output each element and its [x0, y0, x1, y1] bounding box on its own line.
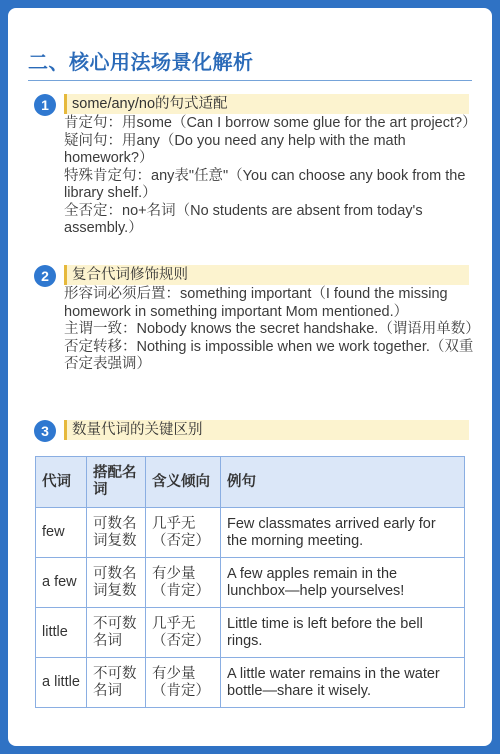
pronoun-comparison-table: [35, 456, 465, 708]
body-line: 特殊肯定句：any表"任意"（You can choose any book from the library shelf.）: [64, 167, 466, 201]
table-cell: Few classmates arrived early for the morning meeting.: [221, 508, 465, 558]
body-line: 否定转移：Nothing is impossible when we work together.（双重否定表强调）: [64, 338, 474, 372]
table-cell: 不可数名词: [87, 658, 146, 708]
title-divider: [28, 80, 472, 81]
table-cell: 不可数名词: [87, 608, 146, 658]
body-line: 主谓一致：Nobody knows the secret handshake.（谓语用单数）: [64, 321, 480, 337]
table-row: [36, 558, 465, 608]
section-heading: some/any/no的句式适配: [64, 94, 469, 114]
section-number-badge: 3: [34, 420, 56, 442]
table-cell: 有少量（肯定）: [146, 658, 221, 708]
table-cell: few: [36, 508, 87, 558]
table-cell: a few: [36, 558, 87, 608]
table-header-row: [36, 457, 465, 508]
column-header: 含义倾向: [146, 457, 221, 508]
section-number-badge: 1: [34, 94, 56, 116]
table-row: [36, 608, 465, 658]
column-header: 搭配名词: [87, 457, 146, 508]
table-row: [36, 658, 465, 708]
body-line: 疑问句：用any（Do you need any help with the math homework?）: [64, 132, 406, 166]
section-body: [64, 115, 477, 238]
table-cell: 可数名词复数: [87, 508, 146, 558]
body-line: 形容词必须后置：something important（I found the missing homework in something important Mom mentioned.）: [64, 286, 448, 320]
table-cell: A little water remains in the water bottle—share it wisely.: [221, 658, 465, 708]
table-row: [36, 508, 465, 558]
column-header: 代词: [36, 457, 87, 508]
body-line: 全否定：no+名词（No students are absent from today's assembly.）: [64, 202, 423, 236]
body-line: 肯定句：用some（Can I borrow some glue for the art project?）: [64, 115, 477, 131]
section-heading: 复合代词修饰规则: [64, 265, 469, 285]
table-cell: a little: [36, 658, 87, 708]
table-cell: little: [36, 608, 87, 658]
table-cell: 几乎无（否定）: [146, 608, 221, 658]
table-cell: 可数名词复数: [87, 558, 146, 608]
column-header: 例句: [221, 457, 465, 508]
table-cell: 有少量（肯定）: [146, 558, 221, 608]
table-cell: Little time is left before the bell rings.: [221, 608, 465, 658]
section-body: [64, 286, 480, 374]
section-heading: 数量代词的关键区别: [64, 420, 469, 440]
table-cell: A few apples remain in the lunchbox—help yourselves!: [221, 558, 465, 608]
section-number-badge: 2: [34, 265, 56, 287]
page-title: 二、核心用法场景化解析: [28, 52, 254, 74]
table-cell: 几乎无（否定）: [146, 508, 221, 558]
